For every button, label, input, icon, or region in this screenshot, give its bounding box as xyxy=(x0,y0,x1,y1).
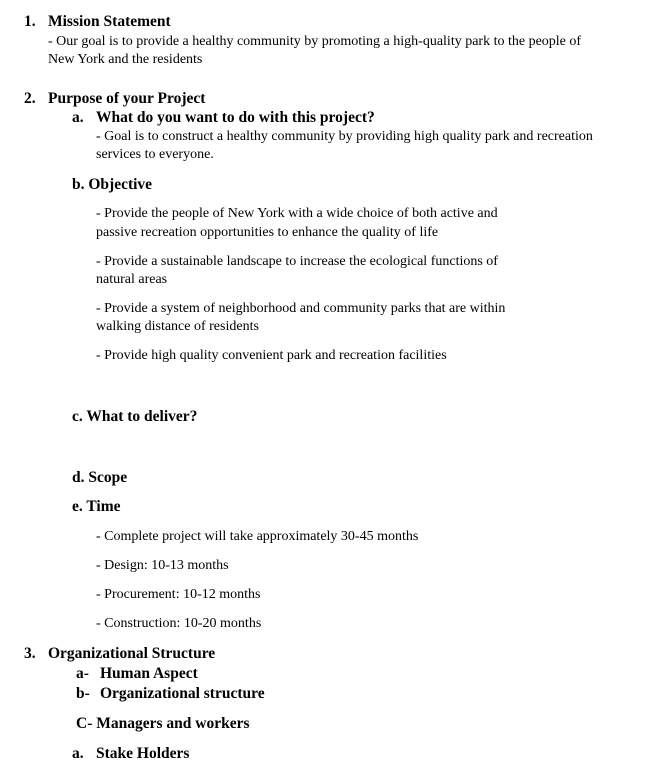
section-3-number: 3. xyxy=(24,645,36,662)
subsection-a-marker: a. xyxy=(72,109,84,126)
stakeholders-marker: a. xyxy=(72,745,84,762)
objective-heading: b. Objective xyxy=(72,176,153,193)
section-1-heading xyxy=(24,13,171,31)
subsection-a-heading xyxy=(72,109,375,127)
time-item-design: - Design: 10-13 months xyxy=(96,558,229,573)
subsection-a-title: What do you want to do with this project? xyxy=(96,109,375,126)
objective-1-line-1: - Provide the people of New York with a wide choice of both active and xyxy=(96,206,498,221)
deliver-heading: c. What to deliver? xyxy=(72,408,198,425)
goal-text-line-2: services to everyone. xyxy=(96,147,214,162)
mission-text-line-1: - Our goal is to provide a healthy community by promoting a high-quality park to the people of xyxy=(48,34,582,49)
objective-4: - Provide high quality convenient park and recreation facilities xyxy=(96,348,447,363)
scope-heading: d. Scope xyxy=(72,469,128,486)
objective-3-line-1: - Provide a system of neighborhood and community parks that are within xyxy=(96,301,506,316)
org-structure-heading xyxy=(76,685,265,703)
section-2-title: Purpose of your Project xyxy=(48,90,206,107)
section-2-heading xyxy=(24,90,205,108)
section-1-number: 1. xyxy=(24,13,36,30)
objective-1-line-2: passive recreation opportunities to enhance the quality of life xyxy=(96,225,439,240)
org-structure-marker: b- xyxy=(76,685,90,702)
human-aspect-marker: a- xyxy=(76,665,89,682)
mission-text-line-2: New York and the residents xyxy=(48,52,203,67)
time-item-construction: - Construction: 10-20 months xyxy=(96,616,262,631)
objective-3-line-2: walking distance of residents xyxy=(96,319,259,334)
stakeholders-title: Stake Holders xyxy=(96,745,190,762)
section-2-number: 2. xyxy=(24,90,36,107)
goal-text-line-1: - Goal is to construct a healthy community by providing high quality park and recreation xyxy=(96,129,593,144)
section-3-title: Organizational Structure xyxy=(48,645,216,662)
human-aspect-title: Human Aspect xyxy=(100,665,198,682)
managers-workers-heading: C- Managers and workers xyxy=(76,715,250,732)
org-structure-title: Organizational structure xyxy=(100,685,265,702)
section-3-heading xyxy=(24,645,215,663)
time-heading: e. Time xyxy=(72,498,121,515)
section-1-title: Mission Statement xyxy=(48,13,171,30)
objective-2-line-1: - Provide a sustainable landscape to increase the ecological functions of xyxy=(96,254,498,269)
stakeholders-heading xyxy=(72,745,189,763)
time-item-procurement: - Procurement: 10-12 months xyxy=(96,587,261,602)
human-aspect-heading xyxy=(76,665,198,683)
objective-2-line-2: natural areas xyxy=(96,272,168,287)
time-item-total: - Complete project will take approximately 30-45 months xyxy=(96,529,419,544)
